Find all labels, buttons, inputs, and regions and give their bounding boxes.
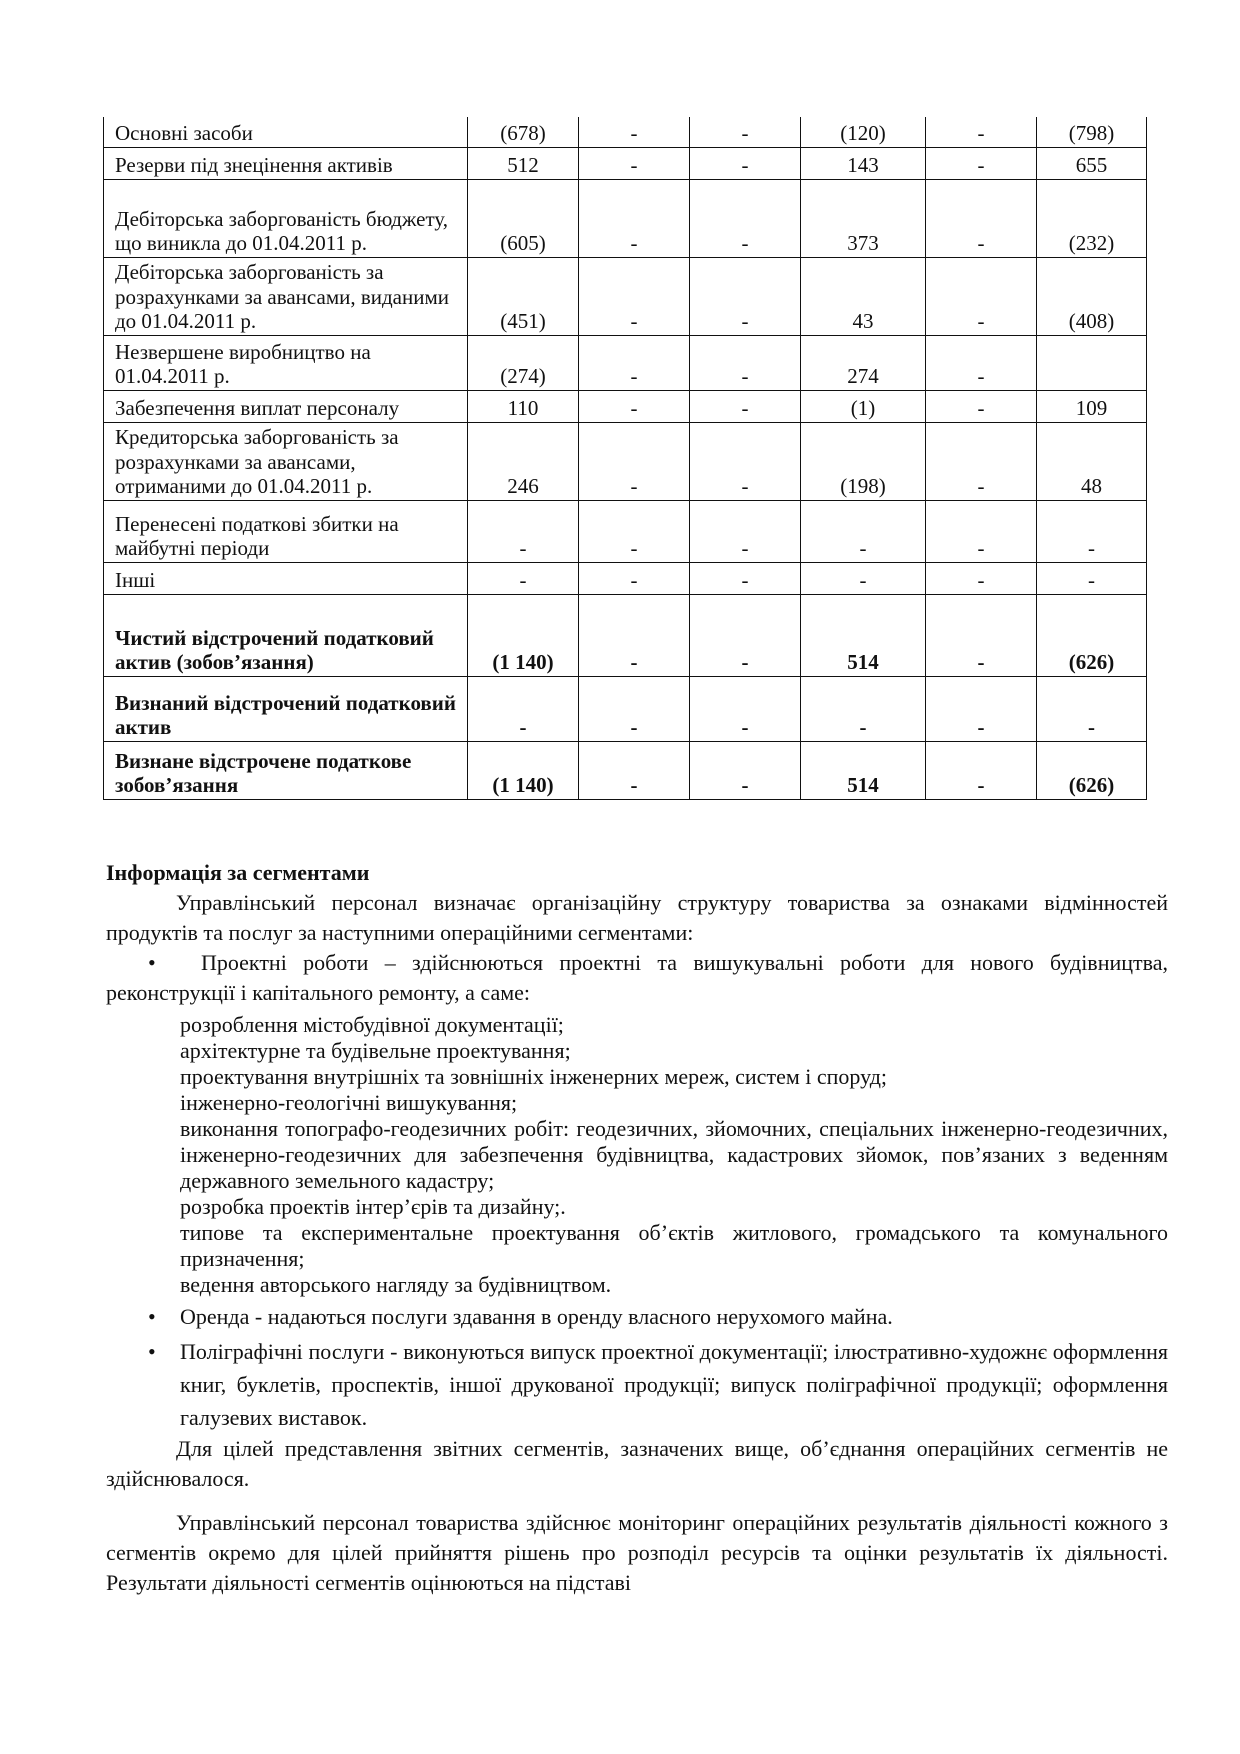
row-value: - [579, 257, 690, 335]
row-value: - [690, 422, 801, 500]
row-value: (120) [801, 117, 926, 147]
table-row [104, 741, 1147, 799]
row-value: 43 [801, 257, 926, 335]
sub-item: архітектурне та будівельне проектування; [180, 1038, 571, 1063]
table-row [104, 147, 1147, 179]
row-value: - [690, 257, 801, 335]
row-value: 274 [801, 335, 926, 390]
table-row [104, 117, 1147, 147]
row-label: Резерви під знецінення активів [104, 147, 468, 179]
row-value: - [579, 676, 690, 741]
row-value: - [579, 179, 690, 257]
row-value: (1 140) [468, 594, 579, 676]
table-row [104, 335, 1147, 390]
row-value: (408) [1037, 257, 1147, 335]
row-value: - [926, 422, 1037, 500]
row-label: Незвершене виробництво на 01.04.2011 р. [104, 335, 468, 390]
row-value: - [579, 335, 690, 390]
row-value: - [690, 594, 801, 676]
sub-item: розроблення містобудівної документації; [180, 1012, 564, 1037]
table-row [104, 257, 1147, 335]
row-label: Перенесені податкові збитки на майбутні періоди [104, 500, 468, 562]
segments-section [106, 858, 1168, 1598]
row-value: - [926, 390, 1037, 422]
row-value: 143 [801, 147, 926, 179]
row-value: - [579, 594, 690, 676]
row-value: - [926, 147, 1037, 179]
bullet-rent-text: Оренда - надаються послуги здавання в оренду власного нерухомого майна. [180, 1304, 893, 1329]
row-value: 512 [468, 147, 579, 179]
row-value: 246 [468, 422, 579, 500]
row-value: - [690, 676, 801, 741]
row-value: - [1037, 676, 1147, 741]
row-value: (798) [1037, 117, 1147, 147]
row-value: - [1037, 500, 1147, 562]
row-value: 655 [1037, 147, 1147, 179]
row-label: Кредиторська заборгованість за розрахунками за авансами, отриманими до 01.04.2011 р. [104, 422, 468, 500]
row-value: - [926, 117, 1037, 147]
row-value: 514 [801, 741, 926, 799]
row-value: - [690, 147, 801, 179]
table-row [104, 594, 1147, 676]
bullet-icon: • [148, 1339, 156, 1364]
row-value: 373 [801, 179, 926, 257]
row-value: - [690, 335, 801, 390]
row-value: - [690, 179, 801, 257]
row-value: - [579, 741, 690, 799]
row-value: 110 [468, 390, 579, 422]
table-row [104, 500, 1147, 562]
design-sub-items [106, 1012, 1168, 1298]
row-value: - [579, 147, 690, 179]
row-label: Визнаний відстрочений податковий актив [104, 676, 468, 741]
row-value: - [926, 741, 1037, 799]
row-label: Чистий відстрочений податковий актив (зобов’язання) [104, 594, 468, 676]
bullet-item-design [106, 948, 1168, 1008]
row-label: Інші [104, 562, 468, 594]
bullet-item-rent [148, 1300, 1168, 1333]
row-value: - [690, 562, 801, 594]
bullet-design-text: Проектні роботи – здійснюються проектні та вишукувальні роботи для нового будівництва, реконструкції і капітального ремонту, а саме: [106, 950, 1168, 1005]
row-value: (626) [1037, 741, 1147, 799]
row-value: - [926, 335, 1037, 390]
row-value: - [579, 500, 690, 562]
row-label: Дебіторська заборгованість бюджету, що виникла до 01.04.2011 р. [104, 179, 468, 257]
sub-item: розробка проектів інтер’єрів та дизайну;. [180, 1194, 566, 1219]
row-value: - [579, 422, 690, 500]
row-value [1037, 335, 1147, 390]
bullet-icon: • [148, 950, 156, 975]
section-heading: Інформація за сегментами [106, 860, 370, 885]
row-value: - [579, 390, 690, 422]
row-value: - [801, 500, 926, 562]
row-value: (605) [468, 179, 579, 257]
deferred-tax-table-body [104, 117, 1147, 799]
deferred-tax-table [103, 117, 1147, 800]
row-value: - [579, 117, 690, 147]
row-value: - [926, 500, 1037, 562]
combine-paragraph: Для цілей представлення звітних сегментів, зазначених вище, об’єднання операційних сегментів не здійснювалося. [106, 1436, 1168, 1491]
sub-item: виконання топографо-геодезичних робіт: геодезичних, зйомочних, спеціальних інженерно-геодезичних, інженерно-геодезичних для забезпечення будівництва, кадастрових зйомок, пов’язаних з веденням державного земельного кадастру; [180, 1116, 1168, 1193]
row-value: (232) [1037, 179, 1147, 257]
row-value: - [468, 562, 579, 594]
sub-item: ведення авторського нагляду за будівництвом. [180, 1272, 612, 1297]
monitoring-paragraph: Управлінський персонал товариства здійснює моніторинг операційних результатів діяльності кожного з сегментів окремо для цілей прийняття рішень про розподіл ресурсів та оцінки результатів їх діяльності. Результати діяльності сегментів оцінюються на підставі [106, 1510, 1168, 1595]
table-row [104, 422, 1147, 500]
table-row [104, 390, 1147, 422]
row-label: Забезпечення виплат персоналу [104, 390, 468, 422]
row-label: Основні засоби [104, 117, 468, 147]
sub-item: інженерно-геологічні вишукування; [180, 1090, 518, 1115]
row-label: Визнане відстрочене податкове зобов’язання [104, 741, 468, 799]
row-value: (274) [468, 335, 579, 390]
table-row [104, 179, 1147, 257]
row-value: 109 [1037, 390, 1147, 422]
row-value: (678) [468, 117, 579, 147]
table-row [104, 676, 1147, 741]
bullet-printing-text: Поліграфічні послуги - виконуються випуск проектної документації; ілюстративно-художнє оформлення книг, буклетів, проспектів, іншої друкованої продукції; випуск поліграфічної продукції; оформлення галузевих виставок. [180, 1339, 1168, 1430]
row-value: - [690, 500, 801, 562]
table-row [104, 562, 1147, 594]
row-value: (198) [801, 422, 926, 500]
row-value: - [926, 676, 1037, 741]
bullet-item-printing [148, 1335, 1168, 1434]
row-value: - [926, 594, 1037, 676]
row-value: - [690, 741, 801, 799]
row-value: - [926, 257, 1037, 335]
row-value: (451) [468, 257, 579, 335]
row-value: (626) [1037, 594, 1147, 676]
row-value: - [690, 390, 801, 422]
row-value: (1) [801, 390, 926, 422]
row-value: - [926, 562, 1037, 594]
row-value: - [468, 500, 579, 562]
row-value: - [801, 676, 926, 741]
sub-item: проектування внутрішніх та зовнішніх інженерних мереж, систем і споруд; [180, 1064, 888, 1089]
bullet-icon: • [148, 1304, 156, 1329]
row-value: - [801, 562, 926, 594]
row-value: - [468, 676, 579, 741]
row-value: 514 [801, 594, 926, 676]
row-value: - [926, 179, 1037, 257]
row-value: 48 [1037, 422, 1147, 500]
intro-paragraph: Управлінський персонал визначає організаційну структуру товариства за ознаками відмінностей продуктів та послуг за наступними операційними сегментами: [106, 890, 1168, 945]
row-value: - [690, 117, 801, 147]
row-value: - [579, 562, 690, 594]
sub-item: типове та експериментальне проектування об’єктів житлового, громадського та комунального призначення; [180, 1220, 1168, 1271]
row-value: (1 140) [468, 741, 579, 799]
row-value: - [1037, 562, 1147, 594]
row-label: Дебіторська заборгованість за розрахунками за авансами, виданими до 01.04.2011 р. [104, 257, 468, 335]
